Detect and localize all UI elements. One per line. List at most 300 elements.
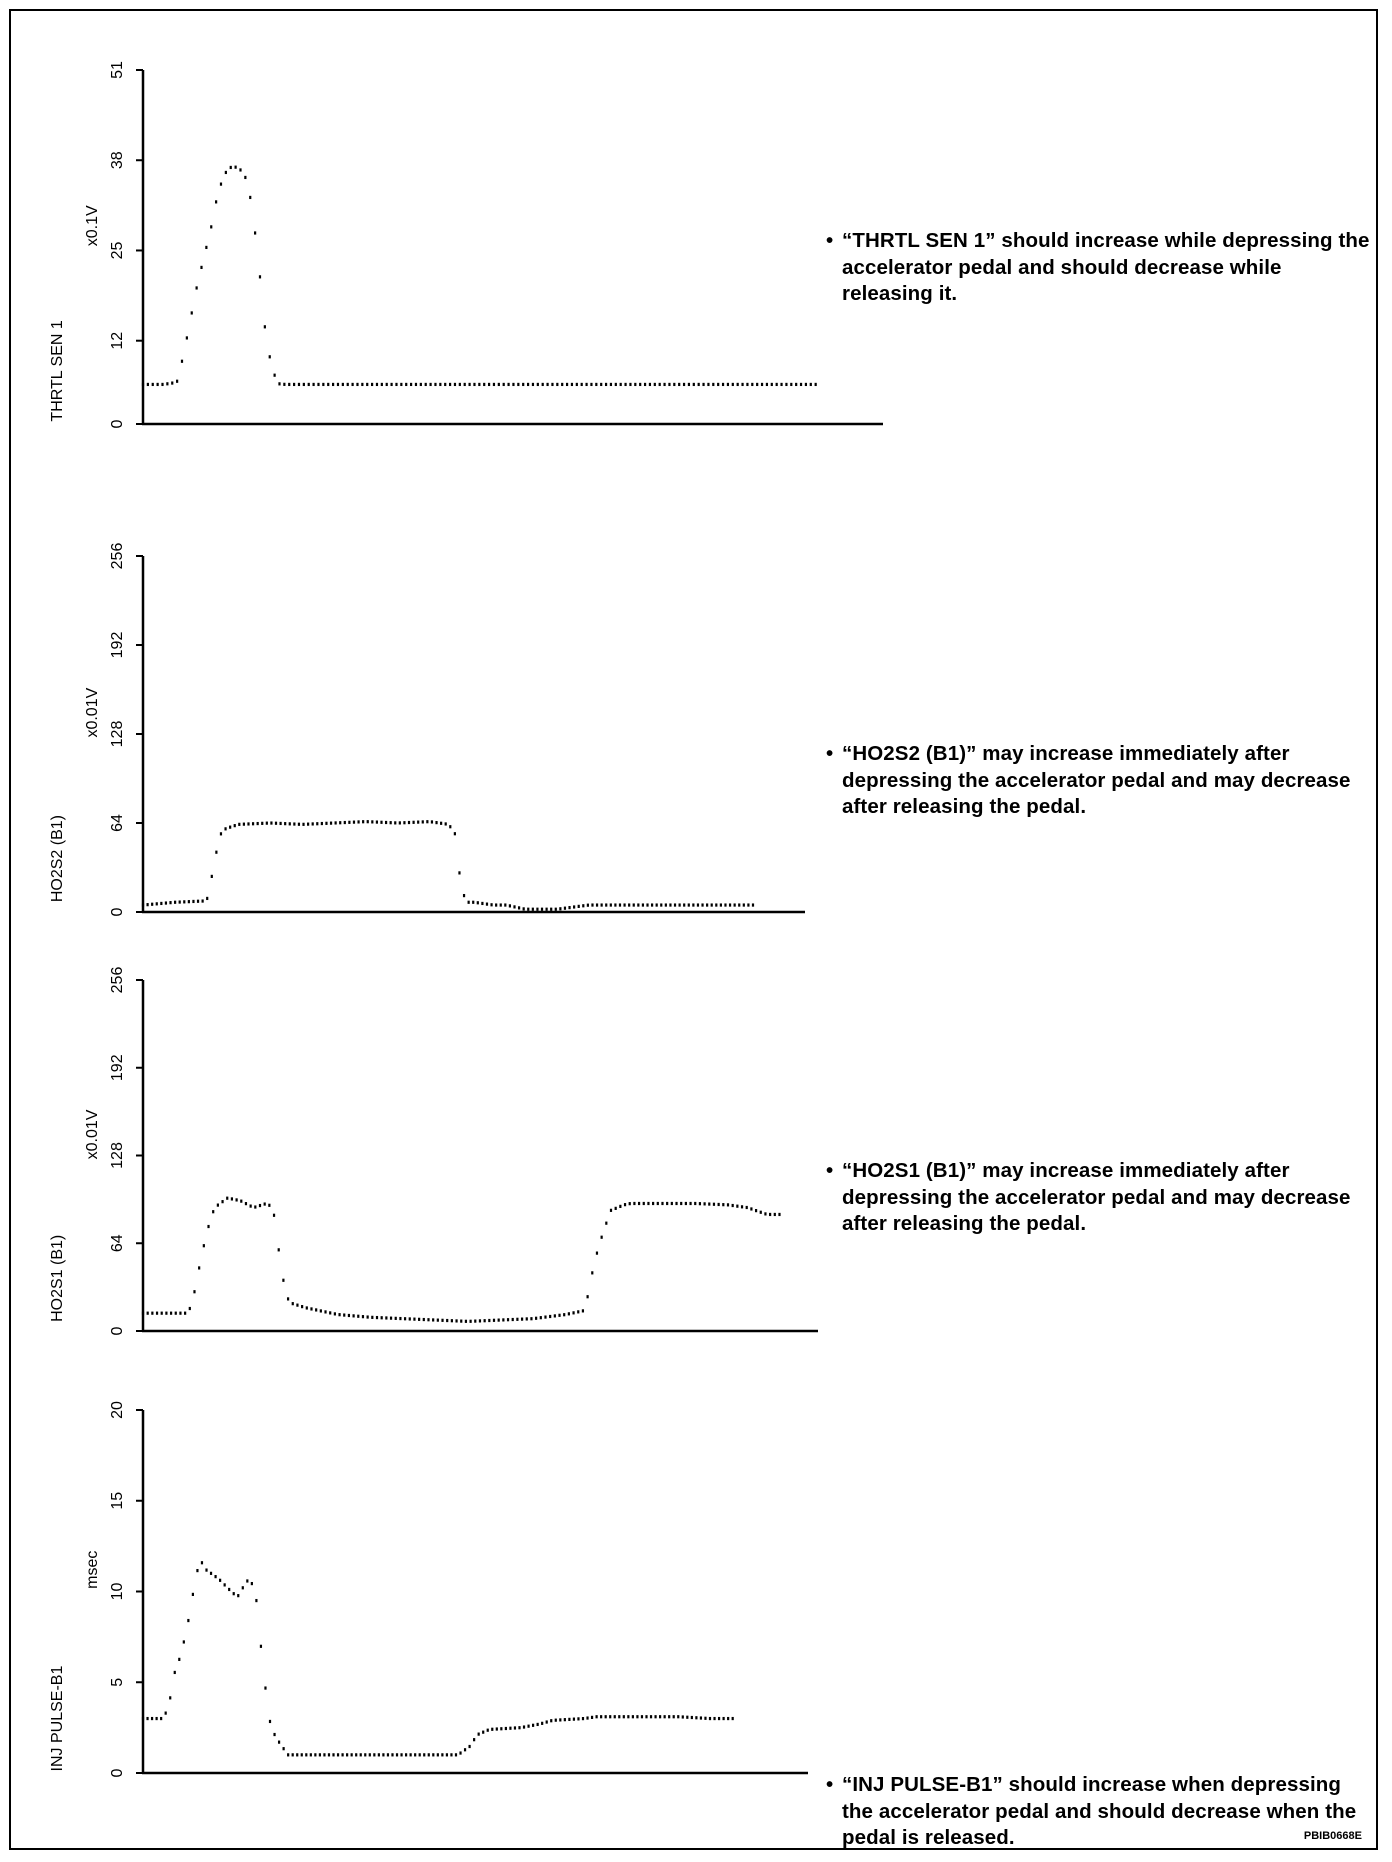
data-point [666,1202,668,1205]
data-point [500,903,502,906]
data-point [732,1204,734,1207]
data-point [540,1316,542,1319]
data-point [423,1753,425,1756]
data-point [146,1717,148,1720]
data-point [732,1717,734,1720]
data-point [292,1753,294,1756]
data-point [437,1319,439,1322]
data-point [325,822,327,825]
data-point [642,903,644,906]
data-point [156,1312,158,1315]
data-point [293,383,295,386]
data-point [353,821,355,824]
data-point [312,822,314,825]
data-point [203,1244,205,1247]
data-point [193,1290,195,1293]
data-point [474,1319,476,1322]
data-point [701,903,703,906]
data-point [298,823,300,826]
data-point [348,821,350,824]
data-point [518,1726,520,1729]
data-point [693,383,695,386]
data-point [573,905,575,908]
data-point [174,1671,176,1674]
data-point [348,1314,350,1317]
data-point [566,383,568,386]
data-point [202,899,204,902]
data-point [270,821,272,824]
data-point [587,1295,589,1298]
data-point [532,908,534,911]
data-point [244,176,246,179]
data-point [233,1592,235,1595]
data-point [587,904,589,907]
data-point [523,907,525,910]
data-point [454,832,456,835]
data-point [405,383,407,386]
y-tick-label: 128 [109,720,126,748]
data-point [643,1202,645,1205]
data-point [573,1718,575,1721]
data-point [225,171,227,174]
data-point [720,903,722,906]
data-point [644,383,646,386]
data-point [212,1210,214,1213]
y-tick-label: 64 [109,814,126,832]
data-point [737,383,739,386]
data-point [717,383,719,386]
y-tick-label: 256 [109,542,126,570]
data-point [342,383,344,386]
data-point [351,383,353,386]
data-point [328,1753,330,1756]
data-point [428,1753,430,1756]
data-point [752,903,754,906]
data-point [301,1305,303,1308]
data-point [750,1207,752,1210]
data-point [283,383,285,386]
data-point [586,1716,588,1719]
data-point [310,1307,312,1310]
data-point [367,1315,369,1318]
data-point [445,822,447,825]
data-point [810,383,812,386]
data-point [151,1717,153,1720]
data-point [483,383,485,386]
data-point [169,901,171,904]
data-point [361,383,363,386]
data-point [563,1313,565,1316]
data-point [303,383,305,386]
data-point [259,1204,261,1207]
data-point [221,1200,223,1203]
data-point [390,383,392,386]
data-point [220,832,222,835]
data-point [425,383,427,386]
data-point [619,1205,621,1208]
data-point [417,821,419,824]
note-thrtl-sen [826,228,1371,308]
data-point [550,908,552,911]
data-point [215,851,217,854]
data-point [660,903,662,906]
data-point [490,903,492,906]
data-point [675,1202,677,1205]
data-point [542,383,544,386]
data-point [537,1723,539,1726]
data-point [521,1318,523,1321]
data-point [568,1312,570,1315]
data-point [432,1753,434,1756]
data-point [431,820,433,823]
data-point [415,383,417,386]
data-point [151,1312,153,1315]
data-point [269,1720,271,1723]
data-point [217,1204,219,1207]
data-point [463,894,465,897]
data-point [327,383,329,386]
data-point [623,1715,625,1718]
data-point [698,383,700,386]
data-point [189,1307,191,1310]
data-point [503,383,505,386]
data-point [755,1209,757,1212]
data-point [649,383,651,386]
data-point [459,383,461,386]
data-point [371,820,373,823]
data-point [727,1717,729,1720]
data-point [239,168,241,171]
data-point [507,383,509,386]
data-point [568,906,570,909]
y-tick-label: 5 [109,1677,126,1687]
data-point [439,383,441,386]
data-point [624,1203,626,1206]
data-point [264,1202,266,1205]
data-point [610,903,612,906]
data-point [382,1753,384,1756]
data-point [493,1319,495,1322]
data-point [188,900,190,903]
data-point [659,383,661,386]
data-point [191,311,193,314]
data-point [395,1317,397,1320]
data-point [708,1202,710,1205]
data-point [192,1593,194,1596]
data-point [709,1717,711,1720]
data-point [371,383,373,386]
data-point [273,1214,275,1217]
figure-code: PBIB0668E [1303,1830,1362,1842]
data-point [464,1748,466,1751]
data-point [364,1753,366,1756]
data-point [509,1727,511,1730]
data-point [512,383,514,386]
data-point [142,903,144,906]
data-point [671,1202,673,1205]
data-point [228,1588,230,1591]
data-point [410,383,412,386]
data-point [711,903,713,906]
data-point [678,383,680,386]
data-point [413,1318,415,1321]
data-point [488,1319,490,1322]
data-point [668,1715,670,1718]
data-point [498,383,500,386]
data-point [266,822,268,825]
data-point [722,383,724,386]
data-point [305,1753,307,1756]
data-point [601,903,603,906]
data-point [718,1717,720,1720]
data-point [564,1718,566,1721]
data-point [324,1310,326,1313]
data-point [298,383,300,386]
y-tick-label: 64 [109,1234,126,1253]
data-point [785,383,787,386]
data-point [771,383,773,386]
data-point [600,383,602,386]
data-point [514,1726,516,1729]
data-point [487,1729,489,1732]
data-point [420,383,422,386]
data-point [505,1727,507,1730]
data-point [293,822,295,825]
data-point [778,1213,780,1216]
data-point [700,1716,702,1719]
data-point [313,383,315,386]
data-point [652,1202,654,1205]
y-unit-label: msec [84,1550,101,1589]
y-axis-title: INJ PULSE-B1 [49,1665,66,1772]
data-point [609,1715,611,1718]
data-point [639,383,641,386]
data-point [317,383,319,386]
data-point [335,821,337,824]
data-point [478,383,480,386]
data-point [558,1314,560,1317]
data-point [581,383,583,386]
data-point [160,1717,162,1720]
data-point [568,1718,570,1721]
data-point [518,906,520,909]
data-point [712,383,714,386]
data-point [699,1202,701,1205]
data-point [399,1317,401,1320]
y-tick-label: 192 [109,631,126,659]
data-point [605,1715,607,1718]
data-point [751,383,753,386]
data-point [289,822,291,825]
y-tick-label: 25 [109,241,126,260]
data-point [152,383,154,386]
data-point [734,903,736,906]
data-point [161,1312,163,1315]
data-point [572,1311,574,1314]
data-point [620,383,622,386]
data-point [764,1212,766,1215]
data-point [663,383,665,386]
data-point [591,1271,593,1274]
y-tick-label: 256 [109,966,126,994]
data-point [732,383,734,386]
data-point [741,383,743,386]
data-point [353,1314,355,1317]
data-point [236,1198,238,1201]
data-point [683,903,685,906]
data-point [205,246,207,249]
data-point [718,1203,720,1206]
data-point [638,1202,640,1205]
data-point [187,1619,189,1622]
note-bullet: • [826,742,834,765]
data-point [422,820,424,823]
data-point [541,908,543,911]
data-point [196,286,198,289]
data-point [419,1753,421,1756]
data-point [308,383,310,386]
data-point [250,1204,252,1207]
data-point [636,1715,638,1718]
data-point [176,380,178,383]
data-point [332,383,334,386]
data-point [656,903,658,906]
y-tick-label: 192 [109,1054,126,1082]
data-point [500,1727,502,1730]
data-point [338,1313,340,1316]
data-point [596,1252,598,1255]
data-point [440,822,442,825]
data-point [815,383,817,386]
data-point [637,903,639,906]
data-point [380,821,382,824]
data-point [577,1310,579,1313]
y-unit-label: x0.1V [84,205,101,247]
data-point [682,1715,684,1718]
data-point [458,871,460,874]
data-point [184,1312,186,1315]
data-point [761,383,763,386]
data-point [551,383,553,386]
data-point [441,1753,443,1756]
data-point [224,827,226,830]
data-point [165,901,167,904]
data-point [387,1753,389,1756]
y-unit-label: x0.01V [84,1109,101,1160]
data-point [369,1753,371,1756]
data-point [403,821,405,824]
data-point [351,1753,353,1756]
data-point [627,1715,629,1718]
data-point [536,908,538,911]
data-point [362,1315,364,1318]
data-point [259,275,261,278]
data-point [301,1753,303,1756]
data-point [165,1312,167,1315]
data-point [605,383,607,386]
data-point [455,1319,457,1322]
data-point [646,903,648,906]
data-point [339,821,341,824]
data-point [591,903,593,906]
data-point [147,1312,149,1315]
data-point [576,383,578,386]
data-point [601,1236,603,1239]
data-point [632,1715,634,1718]
data-point [736,1205,738,1208]
data-point [527,908,529,911]
data-point [532,1724,534,1727]
data-point [692,903,694,906]
data-point [614,903,616,906]
data-point [320,1309,322,1312]
data-point [479,1319,481,1322]
data-point [278,1248,280,1251]
data-point [790,383,792,386]
data-point [247,822,249,825]
y-tick-label: 38 [109,151,126,170]
y-axis-title: HO2S1 (B1) [49,1234,66,1322]
data-point [641,1715,643,1718]
data-point [142,1717,144,1720]
data-point [441,1319,443,1322]
data-point [254,231,256,234]
data-point [582,904,584,907]
data-point [254,1205,256,1208]
data-point [437,1753,439,1756]
data-point [390,821,392,824]
data-point [695,1716,697,1719]
data-point [307,823,309,826]
data-point [478,1733,480,1736]
data-point [170,1312,172,1315]
data-point [360,1753,362,1756]
y-tick-label: 128 [109,1142,126,1169]
data-point [526,1317,528,1320]
data-point [337,1753,339,1756]
data-point [142,1312,144,1315]
data-point [512,1318,514,1321]
data-point [450,1753,452,1756]
data-point [776,383,778,386]
note-ho2s2 [826,741,1371,821]
data-point [371,1316,373,1319]
data-point [502,1318,504,1321]
data-point [156,902,158,905]
data-point [207,1225,209,1228]
data-point [395,383,397,386]
data-point [142,383,144,386]
data-point [657,1202,659,1205]
data-point [451,1319,453,1322]
data-point [522,383,524,386]
y-tick-label: 0 [109,419,126,429]
data-point [296,1304,298,1307]
data-point [509,904,511,907]
data-point [727,383,729,386]
data-point [685,1202,687,1205]
data-point [481,902,483,905]
data-point [507,1318,509,1321]
data-point [446,1753,448,1756]
data-point [559,1718,561,1721]
data-point [550,1719,552,1722]
data-point [409,1317,411,1320]
data-point [544,1315,546,1318]
data-point [279,822,281,825]
data-point [650,1715,652,1718]
note-ho2s1 [826,1158,1371,1238]
